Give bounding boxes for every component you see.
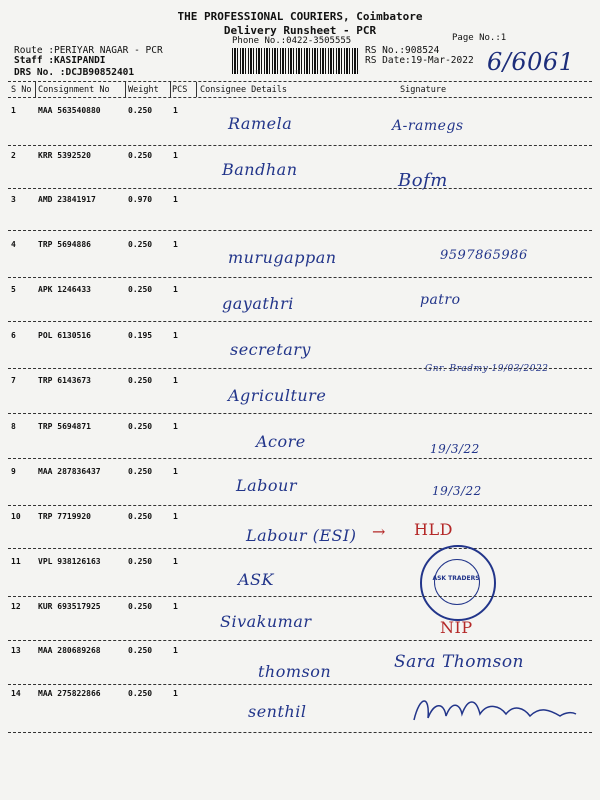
row-pcs: 1 — [173, 376, 178, 385]
row-consignment: MAA 280689268 — [38, 646, 101, 655]
signature: Sara Thomson — [394, 652, 524, 672]
row-weight: 0.250 — [128, 512, 153, 521]
row-sno: 11 — [11, 557, 21, 566]
row-consignment: MAA 563540880 — [38, 106, 101, 115]
row-sno: 7 — [11, 376, 16, 385]
signature: Bofm — [398, 170, 448, 191]
consignee-name: gayathri — [222, 294, 294, 313]
row-sno: 3 — [11, 195, 16, 204]
consignee-name: secretary — [230, 340, 311, 359]
row-pcs: 1 — [173, 285, 178, 294]
consignee-name: Acore — [256, 432, 306, 451]
consignee-name: Labour — [236, 476, 297, 495]
route: Route :PERIYAR NAGAR - PCR — [14, 45, 163, 56]
page-number: Page No.:1 — [452, 33, 507, 43]
row-sno: 5 — [11, 285, 16, 294]
drs-number: DRS No. :DCJB90852401 — [14, 67, 135, 78]
row-rule — [8, 277, 592, 278]
col-signature: Signature — [400, 85, 447, 95]
hold-arrow: → — [372, 522, 386, 541]
row-pcs: 1 — [173, 646, 178, 655]
row-pcs: 1 — [173, 602, 178, 611]
row-sno: 13 — [11, 646, 21, 655]
signature: 19/3/22 — [432, 484, 482, 498]
row-rule — [8, 505, 592, 506]
row-weight: 0.250 — [128, 467, 153, 476]
row-weight: 0.250 — [128, 240, 153, 249]
signature: A-ramegs — [392, 118, 464, 134]
row-weight: 0.250 — [128, 151, 153, 160]
col-divider — [125, 82, 126, 97]
row-pcs: 1 — [173, 240, 178, 249]
row-pcs: 1 — [173, 557, 178, 566]
row-consignment: POL 6130516 — [38, 331, 91, 340]
row-pcs: 1 — [173, 331, 178, 340]
row-sno: 8 — [11, 422, 16, 431]
row-weight: 0.250 — [128, 422, 153, 431]
consignee-name: senthil — [248, 702, 307, 721]
row-weight: 0.970 — [128, 195, 153, 204]
row-pcs: 1 — [173, 106, 178, 115]
row-rule — [8, 321, 592, 322]
row-rule — [8, 732, 592, 733]
row-sno: 14 — [11, 689, 21, 698]
row-sno: 4 — [11, 240, 16, 249]
row-pcs: 1 — [173, 689, 178, 698]
col-consignee: Consignee Details — [200, 85, 287, 95]
signature: 19/3/22 — [430, 442, 480, 456]
consignee-name: Agriculture — [228, 386, 327, 405]
rs-number: RS No.:908524 — [365, 45, 440, 56]
row-pcs: 1 — [173, 467, 178, 476]
col-divider — [196, 82, 197, 97]
row-rule — [8, 145, 592, 146]
consignee-name: Sivakumar — [220, 612, 312, 631]
row-weight: 0.250 — [128, 376, 153, 385]
row-consignment: KUR 693517925 — [38, 602, 101, 611]
col-weight: Weight — [128, 85, 159, 95]
barcode — [232, 48, 360, 74]
header-bottom-rule — [8, 97, 592, 98]
row-sno: 1 — [11, 106, 16, 115]
row-consignment: MAA 287836437 — [38, 467, 101, 476]
row-weight: 0.250 — [128, 602, 153, 611]
row-consignment: KRR 5392520 — [38, 151, 91, 160]
row-rule — [8, 368, 592, 369]
consignee-name: murugappan — [228, 248, 337, 267]
col-divider — [170, 82, 171, 97]
signature: NIP — [440, 618, 473, 637]
row-pcs: 1 — [173, 512, 178, 521]
row-pcs: 1 — [173, 422, 178, 431]
row-rule — [8, 230, 592, 231]
row-consignment: TRP 7719920 — [38, 512, 91, 521]
row-rule — [8, 458, 592, 459]
row-consignment: VPL 938126163 — [38, 557, 101, 566]
signature: HLD — [414, 520, 453, 539]
row-rule — [8, 640, 592, 641]
row-consignment: TRP 6143673 — [38, 376, 91, 385]
consignee-name: Bandhan — [222, 160, 298, 179]
consignee-name: thomson — [258, 662, 332, 681]
rs-date: RS Date:19-Mar-2022 — [365, 55, 474, 66]
phone-number: Phone No.:0422-3505555 — [232, 36, 352, 46]
stamp-text: ASK TRADERS — [432, 575, 480, 582]
col-pcs: PCS — [172, 85, 188, 95]
row-rule — [8, 684, 592, 685]
row-consignment: MAA 275822866 — [38, 689, 101, 698]
row-weight: 0.250 — [128, 285, 153, 294]
row-weight: 0.250 — [128, 646, 153, 655]
row-sno: 12 — [11, 602, 21, 611]
staff: Staff :KASIPANDI — [14, 55, 106, 66]
company-title: THE PROFESSIONAL COURIERS, Coimbatore — [177, 10, 423, 23]
col-sno: S No — [11, 85, 32, 95]
runsheet-subtitle: Delivery Runsheet - PCR — [223, 24, 377, 37]
header-top-rule — [8, 81, 592, 82]
row-sno: 2 — [11, 151, 16, 160]
row-consignment: APK 1246433 — [38, 285, 91, 294]
row-rule — [8, 188, 592, 189]
consignee-name: ASK — [238, 570, 274, 589]
row-consignment: TRP 5694871 — [38, 422, 91, 431]
row-rule — [8, 548, 592, 549]
handwritten-page-note: 6/6061 — [487, 48, 575, 76]
signature: Gnr. Bradmy 19/03/2022 — [425, 364, 549, 374]
row-weight: 0.250 — [128, 557, 153, 566]
row-weight: 0.250 — [128, 106, 153, 115]
row-weight: 0.195 — [128, 331, 153, 340]
col-consignment: Consignment No — [38, 85, 110, 95]
signature: 9597865986 — [440, 248, 528, 263]
row-consignment: TRP 5694886 — [38, 240, 91, 249]
row-sno: 10 — [11, 512, 21, 521]
row-weight: 0.250 — [128, 689, 153, 698]
col-divider — [35, 82, 36, 97]
row-consignment: AMD 23841917 — [38, 195, 96, 204]
company-stamp-inner — [434, 559, 480, 605]
row-pcs: 1 — [173, 151, 178, 160]
consignee-name: Labour (ESI) — [246, 526, 357, 545]
row-rule — [8, 413, 592, 414]
signature: patro — [420, 292, 461, 308]
row-sno: 6 — [11, 331, 16, 340]
row-pcs: 1 — [173, 195, 178, 204]
consignee-name: Ramela — [228, 114, 293, 133]
row-rule — [8, 596, 592, 597]
signature-scribble — [410, 690, 580, 730]
row-sno: 9 — [11, 467, 16, 476]
